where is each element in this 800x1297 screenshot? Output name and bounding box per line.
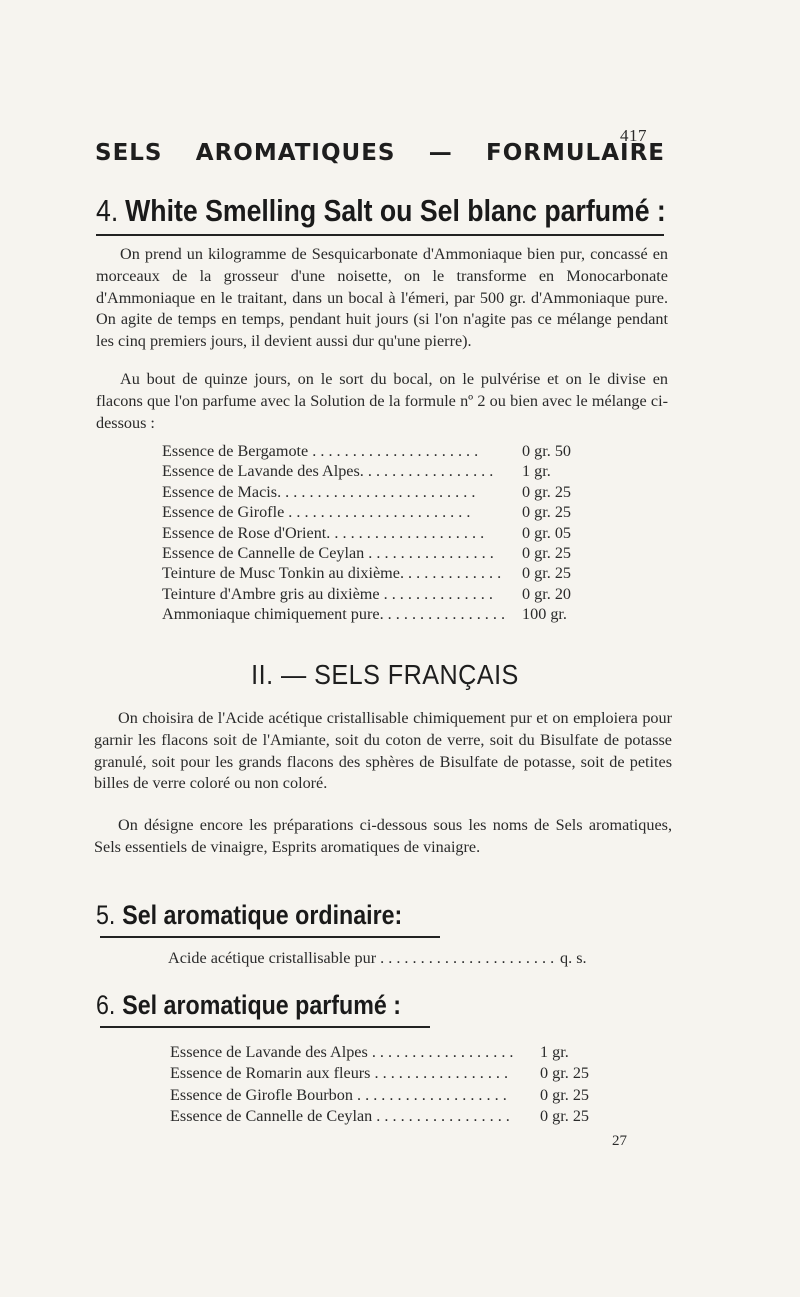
quantity: 0 gr. 25 bbox=[540, 1107, 590, 1126]
ingredient: Essence de Girofle . . . . . . . . . . . . . . . . . . . . . . . bbox=[162, 503, 471, 522]
heading-underline bbox=[96, 234, 664, 236]
running-header-word: SELS bbox=[95, 140, 163, 166]
recipe-row bbox=[162, 563, 612, 583]
recipe-list bbox=[170, 1042, 589, 1128]
recipe-row bbox=[162, 604, 612, 624]
recipe-list bbox=[162, 441, 612, 625]
quantity: 0 gr. 25 bbox=[522, 482, 572, 501]
quantity: 0 gr. 25 bbox=[522, 503, 572, 522]
quantity: 0 gr. 05 bbox=[522, 523, 572, 542]
running-header-word: FORMULAIRE bbox=[486, 140, 665, 166]
recipe-list bbox=[168, 948, 587, 968]
recipe-row bbox=[170, 1085, 589, 1106]
section-number: 5. bbox=[96, 900, 116, 930]
paragraph: On prend un kilogramme de Sesquicarbonate d'Ammoniaque bien pur, concassé en morceaux de la grosseur d'une noisette, on le transforme en Monocarbonate d'Ammoniaque en le traitant, dans un bocal à l'émeri, par 500 gr. d'Ammoniaque pure. On agite de temps en temps, pendant huit jours (si l'on n'agite pas ce mélange pendant les cinq premiers jours, il devient aussi dur qu'une pierre). bbox=[96, 245, 668, 351]
recipe-row bbox=[162, 482, 612, 502]
paragraph: On choisira de l'Acide acétique cristallisable chimiquement pur et on emploiera pour garnir les flacons soit de l'Amiante, soit du coton de verre, soit du Bisulfate de potasse granulé, soit pour les grands flacons des sphères de Bisulfate de potasse, soit de petites billes de verre coloré ou non coloré. bbox=[94, 709, 672, 793]
recipe-row bbox=[162, 584, 612, 604]
recipe-row bbox=[162, 502, 612, 522]
quantity: 0 gr. 25 bbox=[522, 544, 572, 563]
paragraph: Au bout de quinze jours, on le sort du bocal, on le pulvérise et on le divise en flacons que l'on parfume avec la Solution de la formule nº 2 ou bien avec le mélange ci-dessous : bbox=[96, 370, 668, 432]
quantity: q. s. bbox=[560, 949, 587, 967]
section-title: Sel aromatique parfumé : bbox=[122, 990, 401, 1020]
quantity: 1 gr. bbox=[540, 1043, 569, 1061]
heading-underline bbox=[100, 1026, 430, 1028]
running-header-word: AROMATIQUES bbox=[195, 140, 396, 166]
ingredient: Essence de Cannelle de Ceylan . . . . . . . . . . . . . . . . . bbox=[170, 1107, 510, 1126]
heading-underline bbox=[100, 936, 440, 938]
ingredient: Acide acétique cristallisable pur . . . . . . . . . . . . . . . . . . . . . . bbox=[168, 949, 555, 967]
quantity: 0 gr. 25 bbox=[540, 1064, 590, 1083]
quantity: 0 gr. 20 bbox=[522, 584, 572, 603]
ingredient: Essence de Cannelle de Ceylan . . . . . . . . . . . . . . . . bbox=[162, 544, 494, 563]
ingredient: Teinture de Musc Tonkin au dixième. . . . . . . . . . . . . bbox=[162, 564, 502, 583]
ingredient: Essence de Lavande des Alpes . . . . . . . . . . . . . . . . . . bbox=[170, 1043, 514, 1061]
recipe-row bbox=[170, 1042, 589, 1063]
signature-mark: 27 bbox=[612, 1133, 627, 1149]
ingredient: Essence de Bergamote . . . . . . . . . . . . . . . . . . . . . bbox=[162, 442, 479, 460]
section-number: 4. bbox=[96, 193, 119, 228]
quantity: 0 gr. 25 bbox=[540, 1085, 590, 1104]
ingredient: Essence de Romarin aux fleurs . . . . . . . . . . . . . . . . . bbox=[170, 1064, 509, 1083]
recipe-row bbox=[168, 948, 587, 968]
quantity: 100 gr. bbox=[522, 605, 567, 624]
section-5-heading bbox=[96, 900, 402, 931]
section-number: 6. bbox=[96, 990, 116, 1020]
ingredient: Ammoniaque chimiquement pure. . . . . . . . . . . . . . . . bbox=[162, 605, 506, 624]
recipe-row bbox=[162, 543, 612, 563]
section-6-heading bbox=[96, 990, 401, 1021]
ingredient: Essence de Lavande des Alpes. . . . . . . . . . . . . . . . . bbox=[162, 462, 494, 481]
ingredient: Teinture d'Ambre gris au dixième . . . . . . . . . . . . . . bbox=[162, 584, 493, 603]
ingredient: Essence de Rose d'Orient. . . . . . . . . . . . . . . . . . . . bbox=[162, 523, 485, 542]
section-4-heading bbox=[96, 193, 666, 229]
ingredient: Essence de Girofle Bourbon . . . . . . . . . . . . . . . . . . . bbox=[170, 1085, 507, 1104]
recipe-row bbox=[162, 461, 612, 481]
recipe-row bbox=[170, 1063, 589, 1084]
part-heading: II. — SELS FRANÇAIS bbox=[251, 659, 519, 690]
quantity: 0 gr. 25 bbox=[522, 564, 572, 583]
running-header bbox=[95, 140, 665, 166]
quantity: 1 gr. bbox=[522, 462, 551, 481]
ingredient: Essence de Macis. . . . . . . . . . . . . . . . . . . . . . . . . bbox=[162, 482, 476, 501]
recipe-row bbox=[162, 441, 612, 461]
page-number: 417 bbox=[620, 126, 647, 145]
section-title: Sel aromatique ordinaire: bbox=[122, 900, 403, 930]
paragraph: On désigne encore les préparations ci-dessous sous les noms de Sels aromatiques, Sels essentiels de vinaigre, Esprits aromatiques de vinaigre. bbox=[94, 816, 672, 856]
recipe-row bbox=[170, 1106, 589, 1127]
running-header-word: — bbox=[428, 140, 453, 166]
section-title: White Smelling Salt ou Sel blanc parfumé : bbox=[125, 193, 666, 228]
recipe-row bbox=[162, 523, 612, 543]
quantity: 0 gr. 50 bbox=[522, 442, 572, 460]
